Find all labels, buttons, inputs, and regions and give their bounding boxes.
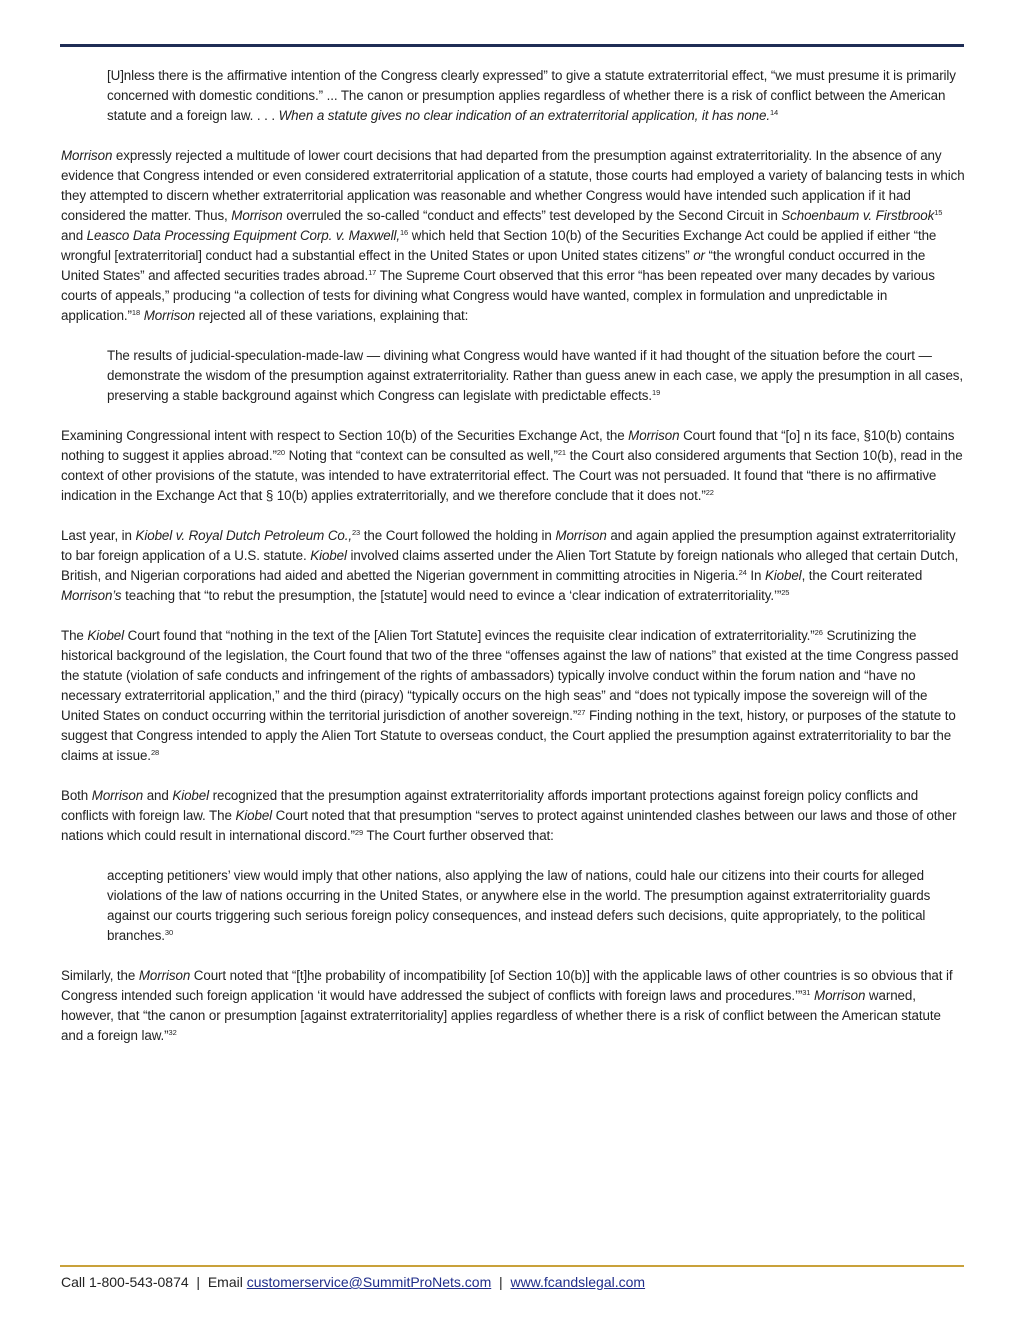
text-run: and xyxy=(61,228,87,243)
footer-rule xyxy=(60,1265,964,1267)
text-run: rejected all of these variations, explaining that: xyxy=(194,308,469,323)
paragraph xyxy=(61,626,965,766)
text-run: The Court further observed that: xyxy=(363,828,554,843)
footnote-ref: 24 xyxy=(738,568,747,577)
text-run: overruled the so-called “conduct and effects” test developed by the Second Circuit in xyxy=(282,208,782,223)
footer-separator: | xyxy=(196,1274,201,1290)
footer-email-label: Email xyxy=(207,1274,243,1290)
italic-text: When a statute gives no clear indication of an extraterritorial application, it has none. xyxy=(278,108,770,123)
italic-text: Kiobel xyxy=(172,788,209,803)
italic-text: Morrison xyxy=(555,528,607,543)
text-run: Last year, in xyxy=(61,528,136,543)
paragraph xyxy=(61,966,965,1046)
footnote-ref: 27 xyxy=(577,708,586,717)
footer-website-link[interactable]: www.fcandslegal.com xyxy=(510,1274,646,1290)
footnote-ref: 20 xyxy=(276,448,285,457)
footnote-ref: 16 xyxy=(399,228,409,237)
text-run: Finding nothing in the text, history, or purposes of the statute to suggest that Congress intended to apply the Alien Tort Statute to overseas conduct, the Court applied the presumption against extraterritoriality to bar the claims at issue. xyxy=(61,708,956,763)
italic-text: Schoenbaum v. Firstbrook xyxy=(781,208,935,223)
footnote-ref: 18 xyxy=(131,308,141,317)
text-run: Both xyxy=(61,788,92,803)
text-run: recognized that the presumption against extraterritoriality affords important protections against foreign policy conflicts and conflicts with foreign law. The xyxy=(61,788,919,823)
text-run: the Court also considered arguments that Section 10(b), read in the context of other provisions of the statute, was intended to have extraterritorial effect. The Court was not persuaded. It found that “there is no affirmative indication in the Exchange Act that § 10(b) applies extraterritorially, and we therefore conclude that it does not.” xyxy=(61,448,963,503)
italic-text: Morrison xyxy=(231,208,283,223)
text-run: The results of judicial-speculation-made-law — divining what Congress would have wanted if it had thought of the situation before the court — demonstrate the wisdom of the presumption against extraterritoriality. Rather than guess anew in each case, we apply the presumption in all cases, preserving a stable background against which Congress can legislate with predictable effects. xyxy=(107,348,964,403)
text-run: Similarly, the xyxy=(61,968,139,983)
text-run: and xyxy=(143,788,173,803)
text-run: involved claims asserted under the Alien Tort Statute by foreign nationals who alleged that certain Dutch, British, and Nigerian corporations had aided and abetted the Nigerian government in committing atrocities in Nigeria. xyxy=(61,548,959,583)
italic-text: Morrison xyxy=(138,968,191,983)
text-run: [U]nless there is the affirmative intention of the Congress clearly expressed” to give a statute extraterritorial effect, “we must presume it is primarily concerned with domestic conditions.” ... The canon or presumption applies regardless of whether there is a risk of conflict between the American statute and a foreign law. . . . xyxy=(107,68,956,123)
footnote-ref: 30 xyxy=(164,928,174,937)
italic-text: Kiobel xyxy=(235,808,273,823)
text-run: expressly rejected a multitude of lower court decisions that had departed from the presumption against extraterritoriality. In the absence of any evidence that Congress intended or even considered extraterritorial application of a statute, those courts had employed a variety of balancing tests in which they attempted to discern whether extraterritorial application was reasonable and whether Congress would have intended such application if it had considered the matter. Thus, xyxy=(61,148,965,223)
footnote-ref: 25 xyxy=(781,588,790,597)
footnote-ref: 31 xyxy=(802,988,811,997)
text-run: The xyxy=(61,628,88,643)
italic-text: Kiobel xyxy=(87,628,125,643)
text-run: the Court followed the holding in xyxy=(360,528,556,543)
text-run: accepting petitioners’ view would imply that other nations, also applying the law of nations, could hale our citizens into their courts for alleged violations of the law of nations occurring in the United States, or anywhere else in the world. The presumption against extraterritoriality guards against our courts triggering such serious foreign policy consequences, and instead defers such decisions, quite appropriately, to the political branches. xyxy=(107,868,931,943)
italic-text: Morrison xyxy=(628,428,680,443)
text-run: Scrutinizing the historical background of the legislation, the Court found that two of the three “offenses against the law of nations” that existed at the time Congress passed the statute (violation of safe conducts and infringement of the rights of ambassadors) typically involve conduct within the forum nation and “have no necessary extraterritorial application,” and the third (piracy) “typically occurs on the high seas” and “does not typically impose the sovereign will of the United States on conduct occurring within the territorial jurisdiction of another sovereign.” xyxy=(61,628,959,723)
footer-separator: | xyxy=(499,1274,503,1290)
italic-text: Morrison xyxy=(91,788,144,803)
text-run: Court found that “[o] n its face, §10(b) contains nothing to suggest it applies abroad.” xyxy=(61,428,955,463)
italic-text: Kiobel xyxy=(310,548,347,563)
footnote-ref: 22 xyxy=(705,488,714,497)
paragraph xyxy=(61,426,965,506)
block-quote xyxy=(107,66,965,126)
footnote-ref: 19 xyxy=(652,388,661,397)
paragraph xyxy=(61,526,965,606)
footnote-ref: 15 xyxy=(934,208,943,217)
italic-text: Morrison xyxy=(143,308,195,323)
footer-phone: Call 1-800-543-0874 xyxy=(61,1274,189,1290)
text-run: “the wrongful conduct occurred in the United States” and affected securities trades abroad. xyxy=(61,248,926,283)
text-run: Court found that “nothing in the text of the [Alien Tort Statute] evinces the requisite clear indication of extraterritoriality.” xyxy=(124,628,815,643)
footnote-ref: 28 xyxy=(150,748,160,757)
text-run: which held that Section 10(b) of the Securities Exchange Act could be applied if either “the wrongful [extraterritorial] conduct had a substantial effect in the United States or upon United states citizens” xyxy=(61,228,937,263)
footer xyxy=(61,1273,965,1291)
document-body xyxy=(61,66,965,1066)
header-rule xyxy=(60,44,964,47)
block-quote xyxy=(107,346,965,406)
italic-text: or xyxy=(693,248,705,263)
italic-text: Morrison’s xyxy=(61,588,122,603)
text-run: and again applied the presumption against extraterritoriality to bar foreign application of a U.S. statute. xyxy=(61,528,956,563)
italic-text: Leasco Data Processing Equipment Corp. v. Maxwell, xyxy=(86,228,400,243)
text-run: Noting that “context can be consulted as well,” xyxy=(284,448,558,463)
text-run: Examining Congressional intent with respect to Section 10(b) of the Securities Exchange Act, the xyxy=(61,428,629,443)
footnote-ref: 14 xyxy=(769,108,779,117)
text-run: warned, however, that “the canon or presumption [against extraterritoriality] applies regardless of whether there is a risk of conflict between the American statute and a foreign law.” xyxy=(61,988,941,1043)
footnote-ref: 32 xyxy=(168,1028,177,1037)
text-run: , the Court reiterated xyxy=(801,568,923,583)
footnote-ref: 23 xyxy=(351,528,361,537)
paragraph xyxy=(61,146,965,326)
footnote-ref: 17 xyxy=(368,268,377,277)
italic-text: Kiobel xyxy=(764,568,802,583)
text-run: In xyxy=(746,568,765,583)
text-run: Court noted that that presumption “serves to protect against unintended clashes between our laws and those of other nations which could result in international discord.” xyxy=(61,808,957,843)
text-run: teaching that “to rebut the presumption, the [statute] would need to evince a ‘clear indication of extraterritoriality.’” xyxy=(121,588,782,603)
block-quote xyxy=(107,866,965,946)
paragraph xyxy=(61,786,965,846)
footer-email-link[interactable]: customerservice@SummitProNets.com xyxy=(246,1274,492,1290)
italic-text: Kiobel v. Royal Dutch Petroleum Co., xyxy=(135,528,352,543)
italic-text: Morrison xyxy=(814,988,866,1003)
footnote-ref: 29 xyxy=(354,828,364,837)
footnote-ref: 26 xyxy=(814,628,823,637)
text-run: Court noted that “[t]he probability of incompatibility [of Section 10(b)] with the applicable laws of other countries is so obvious that if Congress intended such foreign application ‘it would have addressed the subject of conflicts with foreign laws and procedures.’” xyxy=(61,968,953,1003)
text-run: The Supreme Court observed that this error “has been repeated over many decades by various courts of appeals,” producing “a collection of tests for divining what Congress would have wanted, complex in formulation and unpredictable in application.” xyxy=(61,268,935,323)
footnote-ref: 21 xyxy=(557,448,566,457)
italic-text: Morrison xyxy=(61,148,113,163)
